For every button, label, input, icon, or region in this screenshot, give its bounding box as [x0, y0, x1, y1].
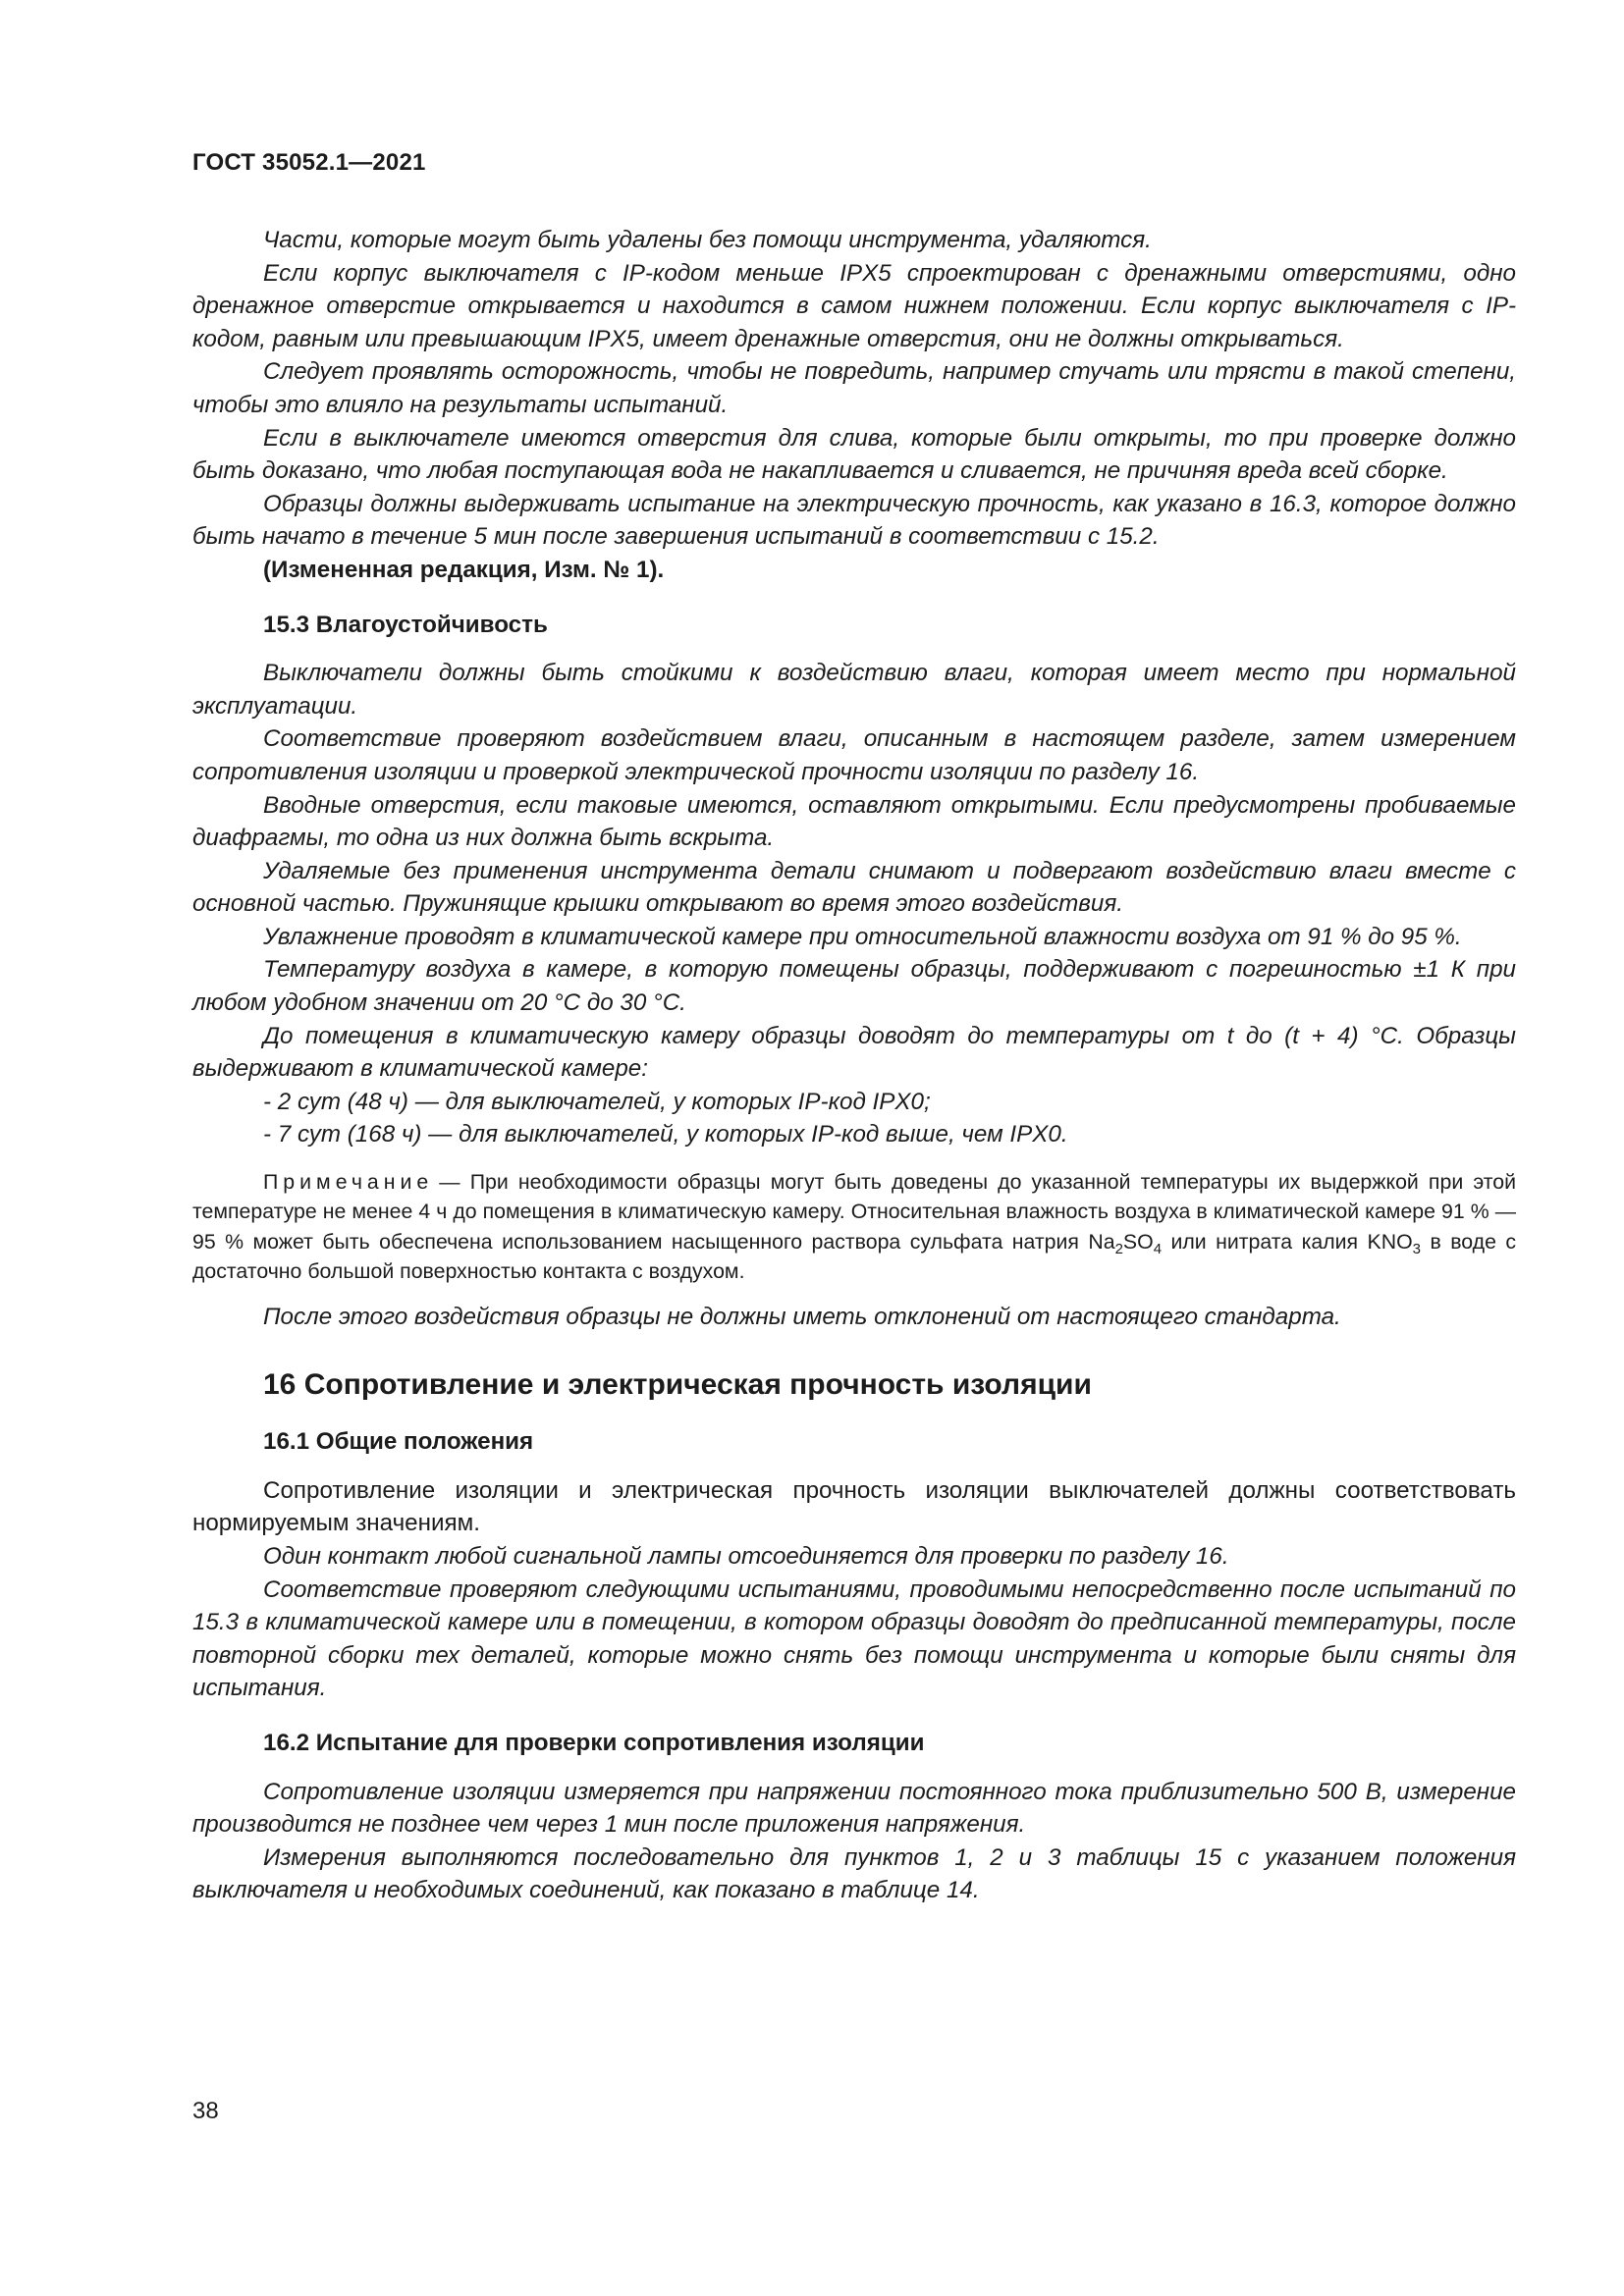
page-number: 38: [192, 2098, 219, 2124]
paragraph: Если в выключателе имеются отверстия для слива, которые были открыты, то при проверке должно быть доказано, что любая поступающая вода не накапливается и сливается, не причиняя вреда всей сборке.: [192, 424, 1516, 485]
paragraph: Части, которые могут быть удалены без помощи инструмента, удаляются.: [263, 227, 1152, 253]
page-body: [192, 224, 1516, 1907]
paragraph: Вводные отверстия, если таковые имеются, оставляют открытыми. Если предусмотрены пробиваемые диафрагмы, то одна из них должна быть вскрыта.: [192, 791, 1516, 852]
paragraph: Соответствие проверяют следующими испытаниями, проводимыми непосредственно после испытаний по 15.3 в климатической камере или в помещении, в котором образцы доводят до предписанной температуры, после повторной сборки тех деталей, которые можно снять без помощи инструмента и которые были сняты для испытания.: [192, 1575, 1516, 1702]
paragraph: Измерения выполняются последовательно для пунктов 1, 2 и 3 таблицы 15 с указанием положения выключателя и необходимых соединений, как показано в таблице 14.: [192, 1843, 1516, 1904]
note-label: Примечание: [263, 1170, 434, 1195]
paragraph: Соответствие проверяют воздействием влаги, описанным в настоящем разделе, затем измерением сопротивления изоляции и проверкой электрической прочности изоляции по разделу 16.: [192, 725, 1516, 785]
note-text: или нитрата калия KNO: [1162, 1229, 1413, 1254]
paragraph: Сопротивление изоляции измеряется при напряжении постоянного тока приблизительно 500 В, измерение производится не позднее чем через 1 мин после приложения напряжения.: [192, 1778, 1516, 1839]
note: [192, 1167, 1516, 1287]
paragraph: Если корпус выключателя с IP-кодом меньше IPX5 спроектирован с дренажными отверстиями, одно дренажное отверстие открывается и находится в самом нижнем положении. Если корпус выключателя с IP-кодом, равным или превышающим IPX5, имеет дренажные отверстия, они не должны открываться.: [192, 259, 1516, 352]
paragraph: Увлажнение проводят в климатической камере при относительной влажности воздуха от 91 % до 95 %.: [263, 923, 1462, 950]
paragraph: Один контакт любой сигнальной лампы отсоединяется для проверки по разделу 16.: [263, 1543, 1229, 1571]
list-item: - 7 сут (168 ч) — для выключателей, у которых IP-код выше, чем IPX0.: [263, 1121, 1068, 1148]
paragraph: Образцы должны выдерживать испытание на электрическую прочность, как указано в 16.3, которое должно быть начато в течение 5 мин после завершения испытаний в соответствии с 15.2.: [192, 490, 1516, 551]
subsection-heading-16-1: 16.1 Общие положения: [263, 1428, 534, 1456]
note-text: в воде с достаточно большой поверхностью контакта с воздухом.: [192, 1229, 1517, 1284]
paragraph: Удаляемые без применения инструмента детали снимают и подвергают воздействию влаги вместе с основной частью. Пружинящие крышки открывают во время этого воздействия.: [192, 857, 1516, 918]
paragraph: Следует проявлять осторожность, чтобы не повредить, например стучать или трясти в такой степени, чтобы это влияло на результаты испытаний.: [192, 358, 1516, 418]
section-heading-16: 16 Сопротивление и электрическая прочность изоляции: [263, 1368, 1092, 1402]
note-text: — При необходимости образцы могут быть доведены до указанной температуры их выдержкой при этой температуре не менее 4 ч до помещения в климатическую камеру. Относительная влажность воздуха в климатической камере 91 % — 95 % может быть обеспечена использованием насыщенного раствора сульфата натрия Na: [192, 1170, 1516, 1254]
list-item: - 2 сут (48 ч) — для выключателей, у которых IP-код IPX0;: [263, 1088, 931, 1115]
subscript: 3: [1412, 1240, 1421, 1257]
paragraph: Температуру воздуха в камере, в которую помещены образцы, поддерживают с погрешностью ±1 К при любом удобном значении от 20 °С до 30 °С.: [192, 956, 1516, 1017]
paragraph: После этого воздействия образцы не должны иметь отклонений от настоящего стандарта.: [263, 1303, 1341, 1330]
amendment-note: (Измененная редакция, Изм. № 1).: [263, 556, 665, 583]
subsection-heading-16-2: 16.2 Испытание для проверки сопротивления изоляции: [263, 1730, 925, 1756]
note-text: SO: [1122, 1229, 1154, 1254]
subsection-heading-15-3: 15.3 Влагоустойчивость: [263, 611, 548, 638]
subscript: 4: [1153, 1240, 1163, 1257]
paragraph: Сопротивление изоляции и электрическая прочность изоляции выключателей должны соответствовать нормируемым значениям.: [192, 1476, 1516, 1537]
document-header: ГОСТ 35052.1—2021: [192, 149, 426, 176]
subscript: 2: [1114, 1240, 1123, 1257]
paragraph: До помещения в климатическую камеру образцы доводят до температуры от t до (t + 4) °С. Образцы выдерживают в климатической камере:: [192, 1022, 1516, 1083]
paragraph: Выключатели должны быть стойкими к воздействию влаги, которая имеет место при нормальной эксплуатации.: [192, 660, 1516, 720]
